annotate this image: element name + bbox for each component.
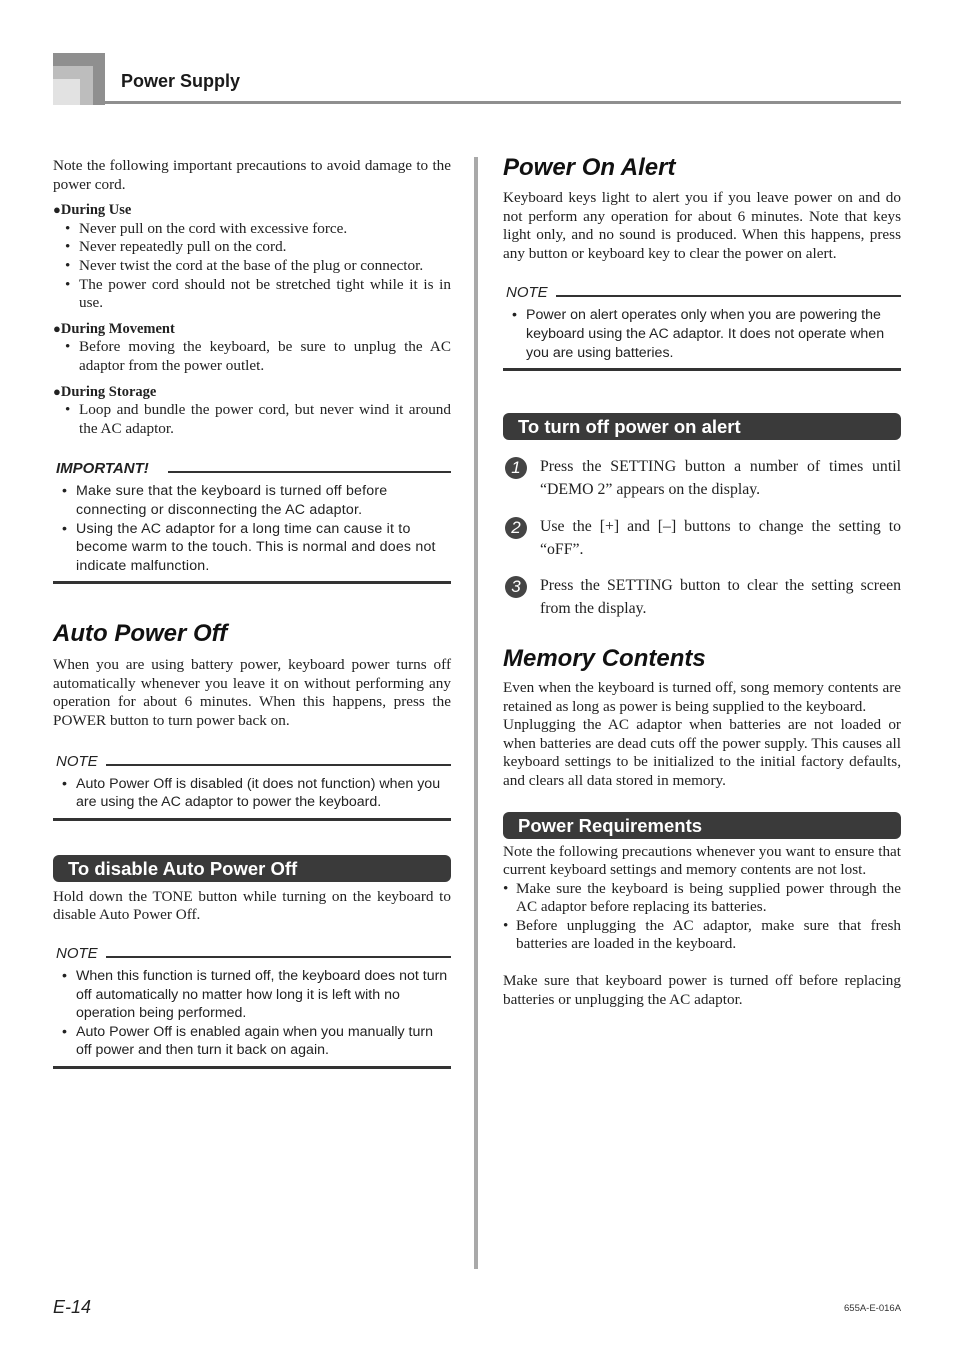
right-column [503, 154, 901, 1009]
power-requirements-bar: Power Requirements [503, 812, 901, 839]
page-number: E-14 [53, 1297, 92, 1317]
power-on-alert-heading: Power On Alert [503, 154, 676, 181]
important-label: IMPORTANT! [56, 460, 153, 477]
header-rule [105, 101, 901, 104]
note-box [53, 945, 451, 1069]
note-label: NOTE [56, 753, 102, 770]
note-item: • Using the AC adaptor for a long time can cause it to become warm to the touch. This is normal and does not indicate malfunction. [53, 520, 451, 576]
memory-body-2: Unplugging the AC adaptor when batteries are not loaded or when batteries are dead cuts off the power supply. This causes all keyboard settings to be initialized to the initial factory defaults, and clears all data stored in memory. [503, 716, 901, 789]
step-number: 3 [505, 576, 527, 598]
step-text: Use the [+] and [–] buttons to change the setting to “oFF”. [540, 517, 901, 558]
list-item: • Before moving the keyboard, be sure to unplug the AC adaptor from the power outlet. [53, 338, 451, 375]
disable-body: Hold down the TONE button while turning on the keyboard to disable Auto Power Off. [53, 887, 451, 924]
section-marker [53, 53, 105, 105]
note-item: • Auto Power Off is enabled again when you manually turn off power and then turn it back on again. [53, 1023, 451, 1060]
auto-power-off-body: When you are using battery power, keyboard power turns off automatically whenever you leave it on without performing any operation for about 6 minutes. When this happens, press the POWER button to turn power back on. [53, 656, 451, 730]
list-item: • Loop and bundle the power cord, but never wind it around the AC adaptor. [53, 401, 451, 438]
note-item: • Auto Power Off is disabled (it does not function) when you are using the AC adaptor to power the keyboard. [53, 775, 451, 812]
list-item: • Never twist the cord at the base of the plug or connector. [53, 257, 451, 276]
intro-text: Note the following important precautions to avoid damage to the power cord. [53, 157, 451, 193]
column-divider [474, 157, 478, 1269]
important-box [53, 460, 451, 584]
auto-power-off-heading: Auto Power Off [53, 620, 228, 648]
left-column [53, 157, 451, 1069]
note-box [53, 753, 451, 821]
step-item [503, 456, 901, 502]
memory-contents-heading: Memory Contents [503, 644, 706, 672]
step-number: 1 [505, 457, 527, 479]
requirements-closing: Make sure that keyboard power is turned off before replacing batteries or unplugging the AC adaptor. [503, 972, 901, 1008]
list-item: • Before unplugging the AC adaptor, make sure that fresh batteries are loaded in the keyboard. [503, 917, 901, 954]
list-item: • Never pull on the cord with excessive force. [53, 220, 451, 239]
group-heading: During Movement [60, 320, 175, 337]
power-on-alert-body: Keyboard keys light to alert you if you leave power on and do not perform any operation for about 6 minutes. Note that keys light only, and no sound is produced. When this happens, press any button or keyboard key to clear the power on alert. [503, 189, 901, 262]
step-number: 2 [505, 517, 527, 539]
note-item: • Power on alert operates only when you are powering the keyboard using the AC adaptor. It does not operate when you are using batteries. [503, 306, 901, 362]
note-item: • When this function is turned off, the keyboard does not turn off automatically no matter how long it is left with no operation being performed. [53, 967, 451, 1023]
step-item [503, 516, 901, 562]
disable-auto-power-off-bar: To disable Auto Power Off [53, 855, 451, 882]
during-use-group: ●During Use • Never pull on the cord with excessive force. • Never repeatedly pull on the cord. • Never twist the cord at the base of the plug or connector. • The power cord should not be stretched tight while it is in use. [53, 201, 451, 313]
turn-off-alert-bar: To turn off power on alert [503, 413, 901, 440]
list-item: • The power cord should not be stretched tight while it is in use. [53, 276, 451, 313]
during-storage-group: ●During Storage • Loop and bundle the power cord, but never wind it around the AC adaptor. [53, 383, 451, 439]
during-movement-group: ●During Movement • Before moving the keyboard, be sure to unplug the AC adaptor from the power outlet. [53, 320, 451, 376]
note-box [503, 284, 901, 371]
note-label: NOTE [506, 284, 552, 301]
step-item [503, 575, 901, 621]
group-heading: During Storage [60, 383, 157, 400]
requirements-intro: Note the following precautions whenever you want to ensure that current keyboard settings and memory contents are not lost. [503, 842, 901, 879]
note-item: • Make sure that the keyboard is turned off before connecting or disconnecting the AC adaptor. [53, 482, 451, 519]
memory-body-1: Even when the keyboard is turned off, song memory contents are retained as long as power is being supplied to the keyboard. [503, 678, 901, 715]
note-label: NOTE [56, 945, 102, 962]
step-text: Press the SETTING button to clear the setting screen from the display. [540, 577, 901, 618]
group-heading: During Use [60, 202, 132, 219]
list-item: • Make sure the keyboard is being supplied power through the AC adaptor before replacing its batteries. [503, 880, 901, 917]
steps-list [503, 456, 901, 621]
step-text: Press the SETTING button a number of times until “DEMO 2” appears on the display. [540, 458, 901, 498]
document-code: 655A-E-016A [844, 1303, 902, 1314]
section-title: Power Supply [121, 71, 241, 91]
list-item: • Never repeatedly pull on the cord. [53, 238, 451, 257]
